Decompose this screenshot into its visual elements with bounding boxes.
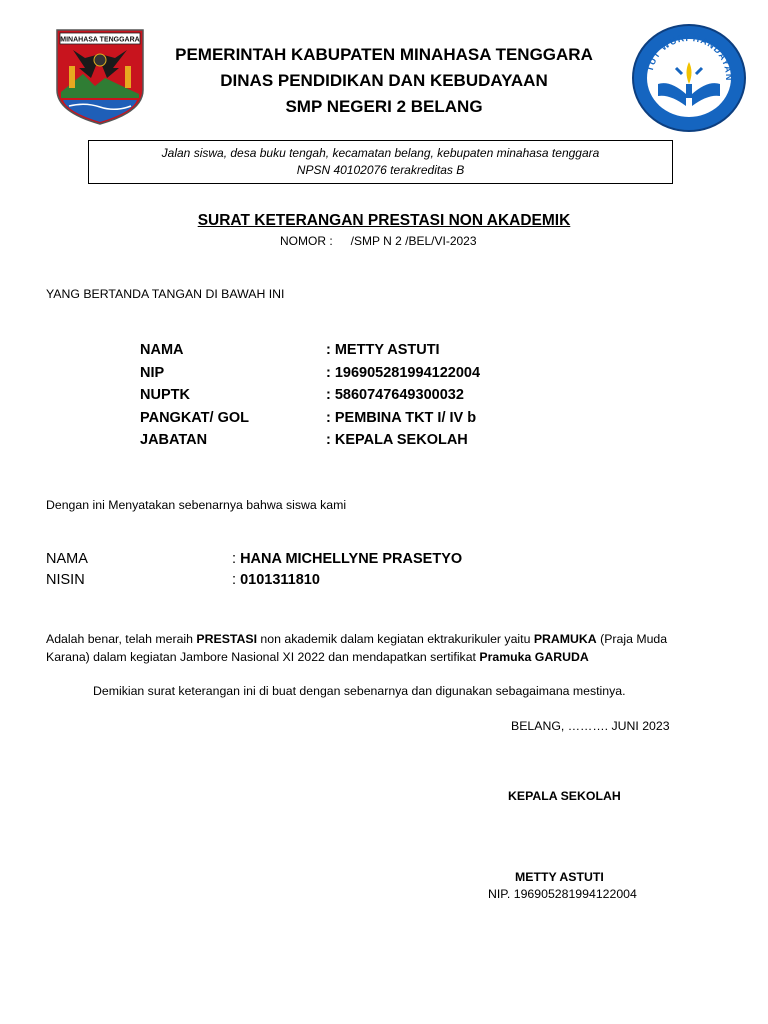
student-colon: : xyxy=(232,572,241,588)
document-title xyxy=(0,212,768,230)
signatory-row xyxy=(140,387,540,410)
signatory-table xyxy=(140,342,540,455)
signatory-value: : METTY ASTUTI xyxy=(326,342,440,358)
body-text: (Praja Muda Karana) dalam kegiatan Jambore Nasional XI 2022 dan mendapatkan sertifikat xyxy=(46,632,668,664)
student-row xyxy=(46,572,546,593)
student-value: 0101311810 xyxy=(240,572,320,588)
emblem-banner-text: MINAHASA TENGGARA xyxy=(60,36,140,44)
minahasa-tenggara-emblem xyxy=(55,28,145,126)
signatory-value: : 196905281994122004 xyxy=(326,364,481,381)
signatory-value: : PEMBINA TKT I/ IV b xyxy=(326,409,477,426)
closing-text: Demikian surat keterangan ini di buat dengan sebenarnya dan digunakan sebagaimana mestinya. xyxy=(93,684,626,698)
signatory-position: KEPALA SEKOLAH xyxy=(508,789,621,803)
achievement-paragraph xyxy=(46,630,706,666)
student-row xyxy=(46,551,546,572)
signatory-row xyxy=(140,365,540,388)
place-date: BELANG, ………. JUNI 2023 xyxy=(511,719,670,733)
header-government: PEMERINTAH KABUPATEN MINAHASA TENGGARA xyxy=(175,45,593,64)
body-bold-prestasi: PRESTASI xyxy=(196,632,257,646)
student-colon: : xyxy=(232,551,241,567)
signatory-row xyxy=(140,410,540,433)
student-value: HANA MICHELLYNE PRASETYO xyxy=(240,551,463,567)
signatory-label: NAMA xyxy=(140,342,184,358)
student-label: NISIN xyxy=(46,572,85,588)
signatory-value: : 5860747649300032 xyxy=(326,387,464,403)
signatory-label: PANGKAT/ GOL xyxy=(140,409,250,426)
document-number xyxy=(280,234,477,248)
signatory-row xyxy=(140,342,540,365)
accreditation-line: NPSN 40102076 terakreditas B xyxy=(296,163,465,177)
signatory-name: METTY ASTUTI xyxy=(515,870,604,884)
document-title-text: SURAT KETERANGAN PRESTASI NON AKADEMIK xyxy=(197,212,571,229)
student-label: NAMA xyxy=(46,551,88,567)
header-department: DINAS PENDIDIKAN DAN KEBUDAYAAN xyxy=(220,71,548,90)
body-text: Adalah benar, telah meraih xyxy=(46,632,197,646)
signatory-nip: NIP. 196905281994122004 xyxy=(488,887,637,901)
student-value-wrap xyxy=(232,572,320,588)
address-line: Jalan siswa, desa buku tengah, kecamatan belang, kebupaten minahasa tenggara xyxy=(161,146,600,160)
student-table xyxy=(46,551,546,593)
signatory-value: : KEPALA SEKOLAH xyxy=(326,432,468,448)
statement-text: Dengan ini Menyatakan sebenarnya bahwa siswa kami xyxy=(46,498,347,512)
signatory-label: NIP xyxy=(140,364,165,381)
intro-text: YANG BERTANDA TANGAN DI BAWAH INI xyxy=(46,287,285,301)
emblem-ring-text: TUT WURI HANDAYAN xyxy=(644,32,735,82)
body-bold-certificate: Pramuka GARUDA xyxy=(479,650,589,664)
nomor-label: NOMOR : xyxy=(280,234,333,248)
signatory-label: JABATAN xyxy=(140,432,208,448)
signatory-row xyxy=(140,432,540,455)
header-school-name: SMP NEGERI 2 BELANG xyxy=(285,97,483,116)
tut-wuri-handayani-emblem xyxy=(630,22,748,134)
nomor-value: /SMP N 2 /BEL/VI-2023 xyxy=(350,234,477,248)
body-bold-pramuka: PRAMUKA xyxy=(533,632,597,646)
student-value-wrap xyxy=(232,551,462,567)
signatory-label: NUPTK xyxy=(140,387,190,403)
body-text: non akademik dalam kegiatan ektrakurikuler yaitu xyxy=(257,632,534,646)
address-box xyxy=(88,140,673,184)
